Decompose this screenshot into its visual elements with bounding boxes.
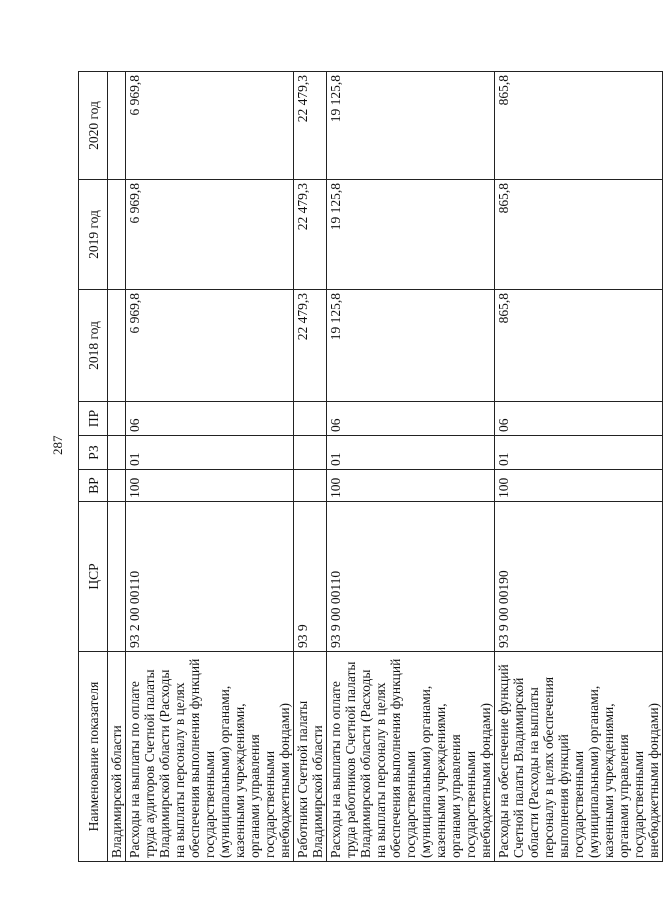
row-rz: 01	[495, 436, 663, 470]
row-2018: 22 479,3	[294, 290, 327, 402]
row-pr: 06	[495, 402, 663, 436]
row-2019: 19 125,8	[327, 180, 495, 290]
row-csr: 93 2 00 00110	[126, 502, 294, 652]
group-title: Владимирской области	[108, 652, 126, 862]
row-name: Расходы на выплаты по оплате труда аудиторов Счетной палаты Владимирской области (Расходы на выплаты персоналу в целях обеспечения выполнения функций государственными (муниципальными) органами, казенными учреждениями, органами управления государственными внебюджетными фондами)	[126, 652, 294, 862]
row-rz: 01	[126, 436, 294, 470]
row-rz: 01	[327, 436, 495, 470]
row-rz	[294, 436, 327, 470]
table-row	[108, 72, 126, 862]
table-row	[327, 72, 495, 862]
table-row	[294, 72, 327, 862]
header-csr: ЦСР	[79, 502, 108, 652]
header-rz: РЗ	[79, 436, 108, 470]
row-vr	[294, 470, 327, 502]
row-name: Расходы на выплаты по оплате труда работников Счетной палаты Владимирской области (Расходы на выплаты персоналу в целях обеспечения выполнения функций государственными (муниципальными) органами, казенными учреждениями, органами управления государственными внебюджетными фондами)	[327, 652, 495, 862]
budget-table	[78, 71, 663, 862]
row-csr: 93 9 00 00190	[495, 502, 663, 652]
row-2018: 6 969,8	[126, 290, 294, 402]
row-2018: 865,8	[495, 290, 663, 402]
table-row	[126, 72, 294, 862]
row-2019: 6 969,8	[126, 180, 294, 290]
row-pr: 06	[126, 402, 294, 436]
header-vr: ВР	[79, 470, 108, 502]
header-2020: 2020 год	[79, 72, 108, 180]
row-name: Работники Счетной палаты Владимирской области	[294, 652, 327, 862]
header-2019: 2019 год	[79, 180, 108, 290]
row-pr	[294, 402, 327, 436]
row-vr: 100	[327, 470, 495, 502]
table-row	[495, 72, 663, 862]
row-pr: 06	[327, 402, 495, 436]
row-name: Расходы на обеспечение функций Счетной палаты Владимирской области (Расходы на выплаты персоналу в целях обеспечения выполнения функций государственными (муниципальными) органами, казенными учреждениями, органами управления государственными внебюджетными фондами)	[495, 652, 663, 862]
row-csr: 93 9	[294, 502, 327, 652]
header-row	[79, 72, 108, 862]
row-2018: 19 125,8	[327, 290, 495, 402]
row-2020: 19 125,8	[327, 72, 495, 180]
row-2019: 22 479,3	[294, 180, 327, 290]
row-2020: 6 969,8	[126, 72, 294, 180]
row-2019: 865,8	[495, 180, 663, 290]
header-name: Наименование показателя	[79, 652, 108, 862]
row-2020: 22 479,3	[294, 72, 327, 180]
rotated-page-content	[78, 72, 661, 862]
header-pr: ПР	[79, 402, 108, 436]
header-2018: 2018 год	[79, 290, 108, 402]
row-vr: 100	[495, 470, 663, 502]
row-vr: 100	[126, 470, 294, 502]
row-2020: 865,8	[495, 72, 663, 180]
page-number: 287	[50, 435, 65, 455]
row-csr: 93 9 00 00110	[327, 502, 495, 652]
